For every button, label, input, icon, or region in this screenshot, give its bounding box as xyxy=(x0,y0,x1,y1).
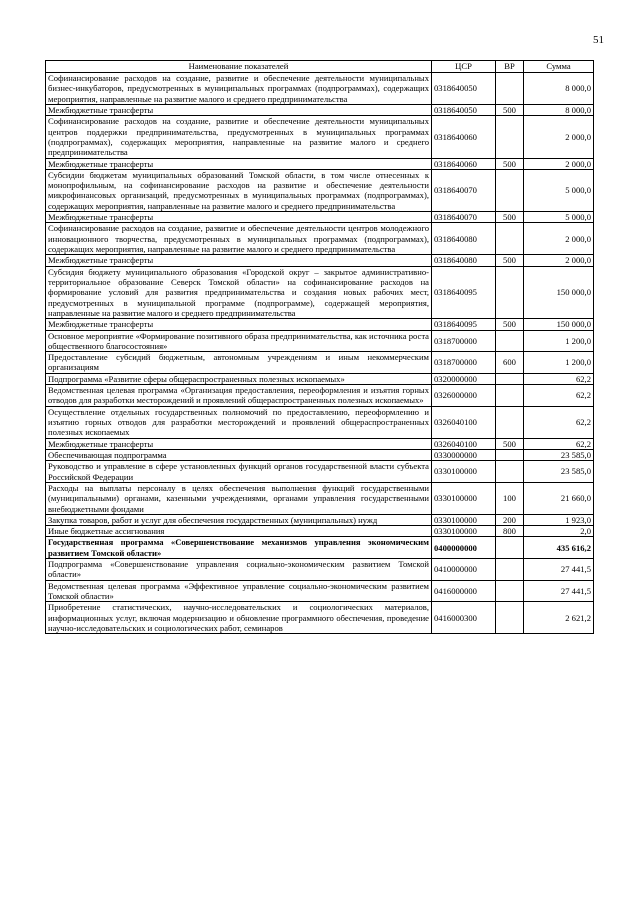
cell-name: Закупка товаров, работ и услуг для обеспечения государственных (муниципальных) нужд xyxy=(46,514,432,525)
table-row xyxy=(46,223,594,255)
cell-name: Руководство и управление в сфере установленных функций органов государственной власти субъекта Российской Федерации xyxy=(46,461,432,483)
cell-vr xyxy=(496,449,524,460)
cell-vr xyxy=(496,116,524,158)
cell-csr: 0326040100 xyxy=(432,438,496,449)
cell-csr: 0326000000 xyxy=(432,385,496,407)
cell-vr: 500 xyxy=(496,438,524,449)
cell-vr xyxy=(496,461,524,483)
table-row xyxy=(46,602,594,634)
cell-vr: 800 xyxy=(496,526,524,537)
cell-sum: 2 000,0 xyxy=(524,116,594,158)
cell-sum: 62,2 xyxy=(524,373,594,384)
cell-vr xyxy=(496,169,524,211)
cell-vr: 500 xyxy=(496,212,524,223)
table-row xyxy=(46,104,594,115)
cell-vr xyxy=(496,330,524,352)
header-csr: ЦСР xyxy=(432,61,496,73)
header-name: Наименование показателей xyxy=(46,61,432,73)
page-number: 51 xyxy=(593,34,604,46)
cell-csr: 0318640080 xyxy=(432,223,496,255)
cell-vr xyxy=(496,406,524,438)
cell-vr: 600 xyxy=(496,352,524,374)
table-row xyxy=(46,319,594,330)
cell-csr: 0318700000 xyxy=(432,330,496,352)
cell-csr: 0318640070 xyxy=(432,212,496,223)
cell-csr: 0326040100 xyxy=(432,406,496,438)
cell-csr: 0318640050 xyxy=(432,73,496,105)
table-row xyxy=(46,352,594,374)
cell-sum: 5 000,0 xyxy=(524,169,594,211)
cell-sum: 150 000,0 xyxy=(524,319,594,330)
cell-sum: 2,0 xyxy=(524,526,594,537)
cell-vr: 500 xyxy=(496,319,524,330)
table-body xyxy=(46,73,594,634)
cell-csr: 0318700000 xyxy=(432,352,496,374)
cell-csr: 0318640060 xyxy=(432,116,496,158)
table-header-row xyxy=(46,61,594,73)
cell-vr: 500 xyxy=(496,158,524,169)
table-row xyxy=(46,373,594,384)
cell-name: Приобретение статистических, научно-исследовательских и социологических материалов, информационных услуг, включая модернизацию и обновление программного обеспечения, проведение научно-исследовательских и социологических работ, семинаров xyxy=(46,602,432,634)
table-row xyxy=(46,526,594,537)
cell-name: Межбюджетные трансферты xyxy=(46,104,432,115)
cell-sum: 5 000,0 xyxy=(524,212,594,223)
cell-sum: 1 200,0 xyxy=(524,352,594,374)
cell-vr xyxy=(496,385,524,407)
table-row xyxy=(46,449,594,460)
cell-sum: 150 000,0 xyxy=(524,266,594,319)
cell-name: Софинансирование расходов на создание, развитие и обеспечение деятельности муниципальных бизнес-инкубаторов, предусмотренных в муниципальных программах (подпрограммах), содержащих мероприятия, направленные на развитие малого и среднего предпринимательства xyxy=(46,73,432,105)
cell-sum: 62,2 xyxy=(524,385,594,407)
cell-vr: 500 xyxy=(496,255,524,266)
cell-name: Межбюджетные трансферты xyxy=(46,438,432,449)
cell-name: Подпрограмма «Совершенствование управления социально-экономическим развитием Томской области» xyxy=(46,559,432,581)
cell-sum: 2 000,0 xyxy=(524,158,594,169)
cell-csr: 0330100000 xyxy=(432,461,496,483)
cell-csr: 0318640095 xyxy=(432,319,496,330)
table-row xyxy=(46,537,594,559)
table-row xyxy=(46,266,594,319)
cell-vr xyxy=(496,537,524,559)
cell-name: Иные бюджетные ассигнования xyxy=(46,526,432,537)
cell-csr: 0318640095 xyxy=(432,266,496,319)
table-row xyxy=(46,255,594,266)
cell-csr: 0330100000 xyxy=(432,482,496,514)
cell-vr: 100 xyxy=(496,482,524,514)
cell-csr: 0320000000 xyxy=(432,373,496,384)
cell-csr: 0330100000 xyxy=(432,526,496,537)
cell-sum: 1 200,0 xyxy=(524,330,594,352)
cell-csr: 0400000000 xyxy=(432,537,496,559)
cell-csr: 0318640050 xyxy=(432,104,496,115)
cell-name: Ведомственная целевая программа «Эффективное управление социально-экономическим развитием Томской области» xyxy=(46,580,432,602)
cell-sum: 2 000,0 xyxy=(524,255,594,266)
table-row xyxy=(46,461,594,483)
header-sum: Сумма xyxy=(524,61,594,73)
header-vr: ВР xyxy=(496,61,524,73)
cell-csr: 0330100000 xyxy=(432,514,496,525)
cell-sum: 23 585,0 xyxy=(524,461,594,483)
table-row xyxy=(46,212,594,223)
cell-name: Расходы на выплаты персоналу в целях обеспечения выполнения функций государственными (муниципальными) органами, казенными учреждениями, органами управления государственными внебюджетными фондами xyxy=(46,482,432,514)
cell-sum: 435 616,2 xyxy=(524,537,594,559)
cell-csr: 0330000000 xyxy=(432,449,496,460)
cell-sum: 21 660,0 xyxy=(524,482,594,514)
cell-sum: 2 000,0 xyxy=(524,223,594,255)
cell-name: Основное мероприятие «Формирование позитивного образа предпринимательства, как источника роста общественного благосостояния» xyxy=(46,330,432,352)
table-row xyxy=(46,580,594,602)
cell-csr: 0318640080 xyxy=(432,255,496,266)
table-row xyxy=(46,158,594,169)
cell-name: Субсидия бюджету муниципального образования «Городской округ – закрытое административно-территориальное образование Северск Томской области» на софинансирование расходов на формирование условий для развития предпринимательства и создания новых рабочих мест, предусмотренных в муниципальной программе (подпрограмме), содержащей мероприятия, направленные на развитие малого и среднего предпринимательства xyxy=(46,266,432,319)
cell-vr xyxy=(496,73,524,105)
cell-vr xyxy=(496,266,524,319)
cell-name: Ведомственная целевая программа «Организация предоставления, переоформления и изъятия горных отводов для разработки месторождений и проявлений общераспространенных полезных ископаемых» xyxy=(46,385,432,407)
cell-csr: 0416000000 xyxy=(432,580,496,602)
cell-vr: 200 xyxy=(496,514,524,525)
cell-csr: 0318640070 xyxy=(432,169,496,211)
table-row xyxy=(46,116,594,158)
table-row xyxy=(46,514,594,525)
cell-csr: 0318640060 xyxy=(432,158,496,169)
cell-name: Межбюджетные трансферты xyxy=(46,158,432,169)
cell-vr xyxy=(496,559,524,581)
table-row xyxy=(46,73,594,105)
cell-sum: 1 923,0 xyxy=(524,514,594,525)
table-row xyxy=(46,406,594,438)
cell-name: Предоставление субсидий бюджетным, автономным учреждениям и иным некоммерческим организациям xyxy=(46,352,432,374)
table-row xyxy=(46,169,594,211)
table-row xyxy=(46,330,594,352)
cell-name: Межбюджетные трансферты xyxy=(46,212,432,223)
cell-name: Субсидии бюджетам муниципальных образований Томской области, в том числе отнесенных к монопрофильным, на софинансирование расходов на развитие и обеспечение деятельности микрофинансовых организаций, предусмотренных в муниципальных программах (подпрограммах), содержащих мероприятия, направленные на развитие малого и среднего предпринимательства xyxy=(46,169,432,211)
table-row xyxy=(46,438,594,449)
cell-vr xyxy=(496,373,524,384)
cell-sum: 8 000,0 xyxy=(524,104,594,115)
cell-name: Межбюджетные трансферты xyxy=(46,255,432,266)
cell-name: Государственная программа «Совершенствование механизмов управления экономическим развитием Томской области» xyxy=(46,537,432,559)
cell-name: Подпрограмма «Развитие сферы общераспространенных полезных ископаемых» xyxy=(46,373,432,384)
cell-vr xyxy=(496,223,524,255)
cell-name: Осуществление отдельных государственных полномочий по предоставлению, переоформлению и изъятию горных отводов для разработки месторождений и проявлений общераспространенных полезных ископаемых xyxy=(46,406,432,438)
cell-sum: 8 000,0 xyxy=(524,73,594,105)
cell-vr xyxy=(496,602,524,634)
cell-name: Софинансирование расходов на создание, развитие и обеспечение деятельности муниципальных центров поддержки предпринимательства, предусмотренных в муниципальных программах (подпрограммах), содержащих мероприятия, направленные на развитие малого и среднего предпринимательства xyxy=(46,116,432,158)
cell-sum: 27 441,5 xyxy=(524,559,594,581)
cell-name: Межбюджетные трансферты xyxy=(46,319,432,330)
cell-vr: 500 xyxy=(496,104,524,115)
cell-name: Софинансирование расходов на создание, развитие и обеспечение деятельности центров молодежного инновационного творчества, предусмотренных в муниципальных программах (подпрограммах), содержащих мероприятия, направленные на развитие малого и среднего предпринимательства xyxy=(46,223,432,255)
cell-name: Обеспечивающая подпрограмма xyxy=(46,449,432,460)
table-row xyxy=(46,385,594,407)
cell-csr: 0416000300 xyxy=(432,602,496,634)
table-row xyxy=(46,482,594,514)
cell-vr xyxy=(496,580,524,602)
cell-csr: 0410000000 xyxy=(432,559,496,581)
cell-sum: 62,2 xyxy=(524,438,594,449)
table-row xyxy=(46,559,594,581)
cell-sum: 23 585,0 xyxy=(524,449,594,460)
cell-sum: 62,2 xyxy=(524,406,594,438)
cell-sum: 2 621,2 xyxy=(524,602,594,634)
cell-sum: 27 441,5 xyxy=(524,580,594,602)
budget-table xyxy=(45,60,594,634)
